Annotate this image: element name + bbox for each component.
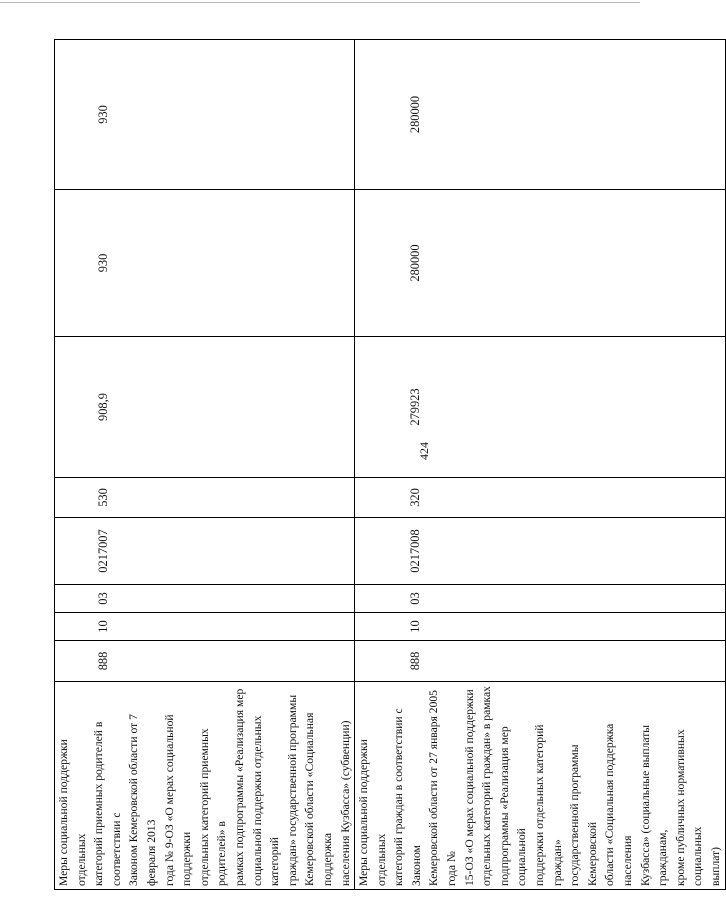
amount-3: 930 — [55, 40, 355, 190]
rotated-table-wrapper — [54, 40, 722, 890]
top-border-line — [0, 2, 640, 3]
row-description: Меры социальной поддержки отдельных категорий граждан в соответствии с Законом Кемеровской области от 27 января 2005 года № 15-ОЗ «О мерах социальной поддержки отдельных категорий граждан» в рамках подпрограммы «Реализация мер социальной поддержки отдельных категорий граждан» государственной программы Кемеровской области «Социальная поддержка населения Кузбасса» (социальные выплаты гражданам, кроме публичных нормативных социальных выплат) — [355, 682, 725, 890]
target-article-code: 0217007 — [55, 518, 355, 585]
target-article-code: 0217008 — [355, 518, 725, 585]
amount-1: 279923 — [355, 337, 725, 478]
section-code: 10 — [355, 613, 725, 641]
table-row — [355, 40, 725, 890]
page-number: 424 — [417, 442, 431, 460]
ministry-code: 888 — [55, 641, 355, 682]
table-row — [55, 40, 355, 890]
budget-table — [54, 39, 726, 890]
ministry-code: 888 — [355, 641, 725, 682]
expense-type-code: 320 — [355, 478, 725, 518]
subsection-code: 03 — [55, 585, 355, 613]
subsection-code: 03 — [355, 585, 725, 613]
amount-3: 280000 — [355, 40, 725, 190]
section-code: 10 — [55, 613, 355, 641]
row-description: Меры социальной поддержки отдельных категорий приемных родителей в соответствии с Законом Кемеровской области от 7 февраля 2013 года № 9-ОЗ «О мерах социальной поддержки отдельных категорий приемных родителей» в рамках подпрограммы «Реализация мер социальной поддержки отдельных категорий граждан» государственной программы Кемеровской области «Социальная поддержка населения Кузбасса» (субвенции) — [55, 682, 355, 890]
amount-1: 908,9 — [55, 337, 355, 478]
amount-2: 280000 — [355, 190, 725, 337]
amount-2: 930 — [55, 190, 355, 337]
expense-type-code: 530 — [55, 478, 355, 518]
